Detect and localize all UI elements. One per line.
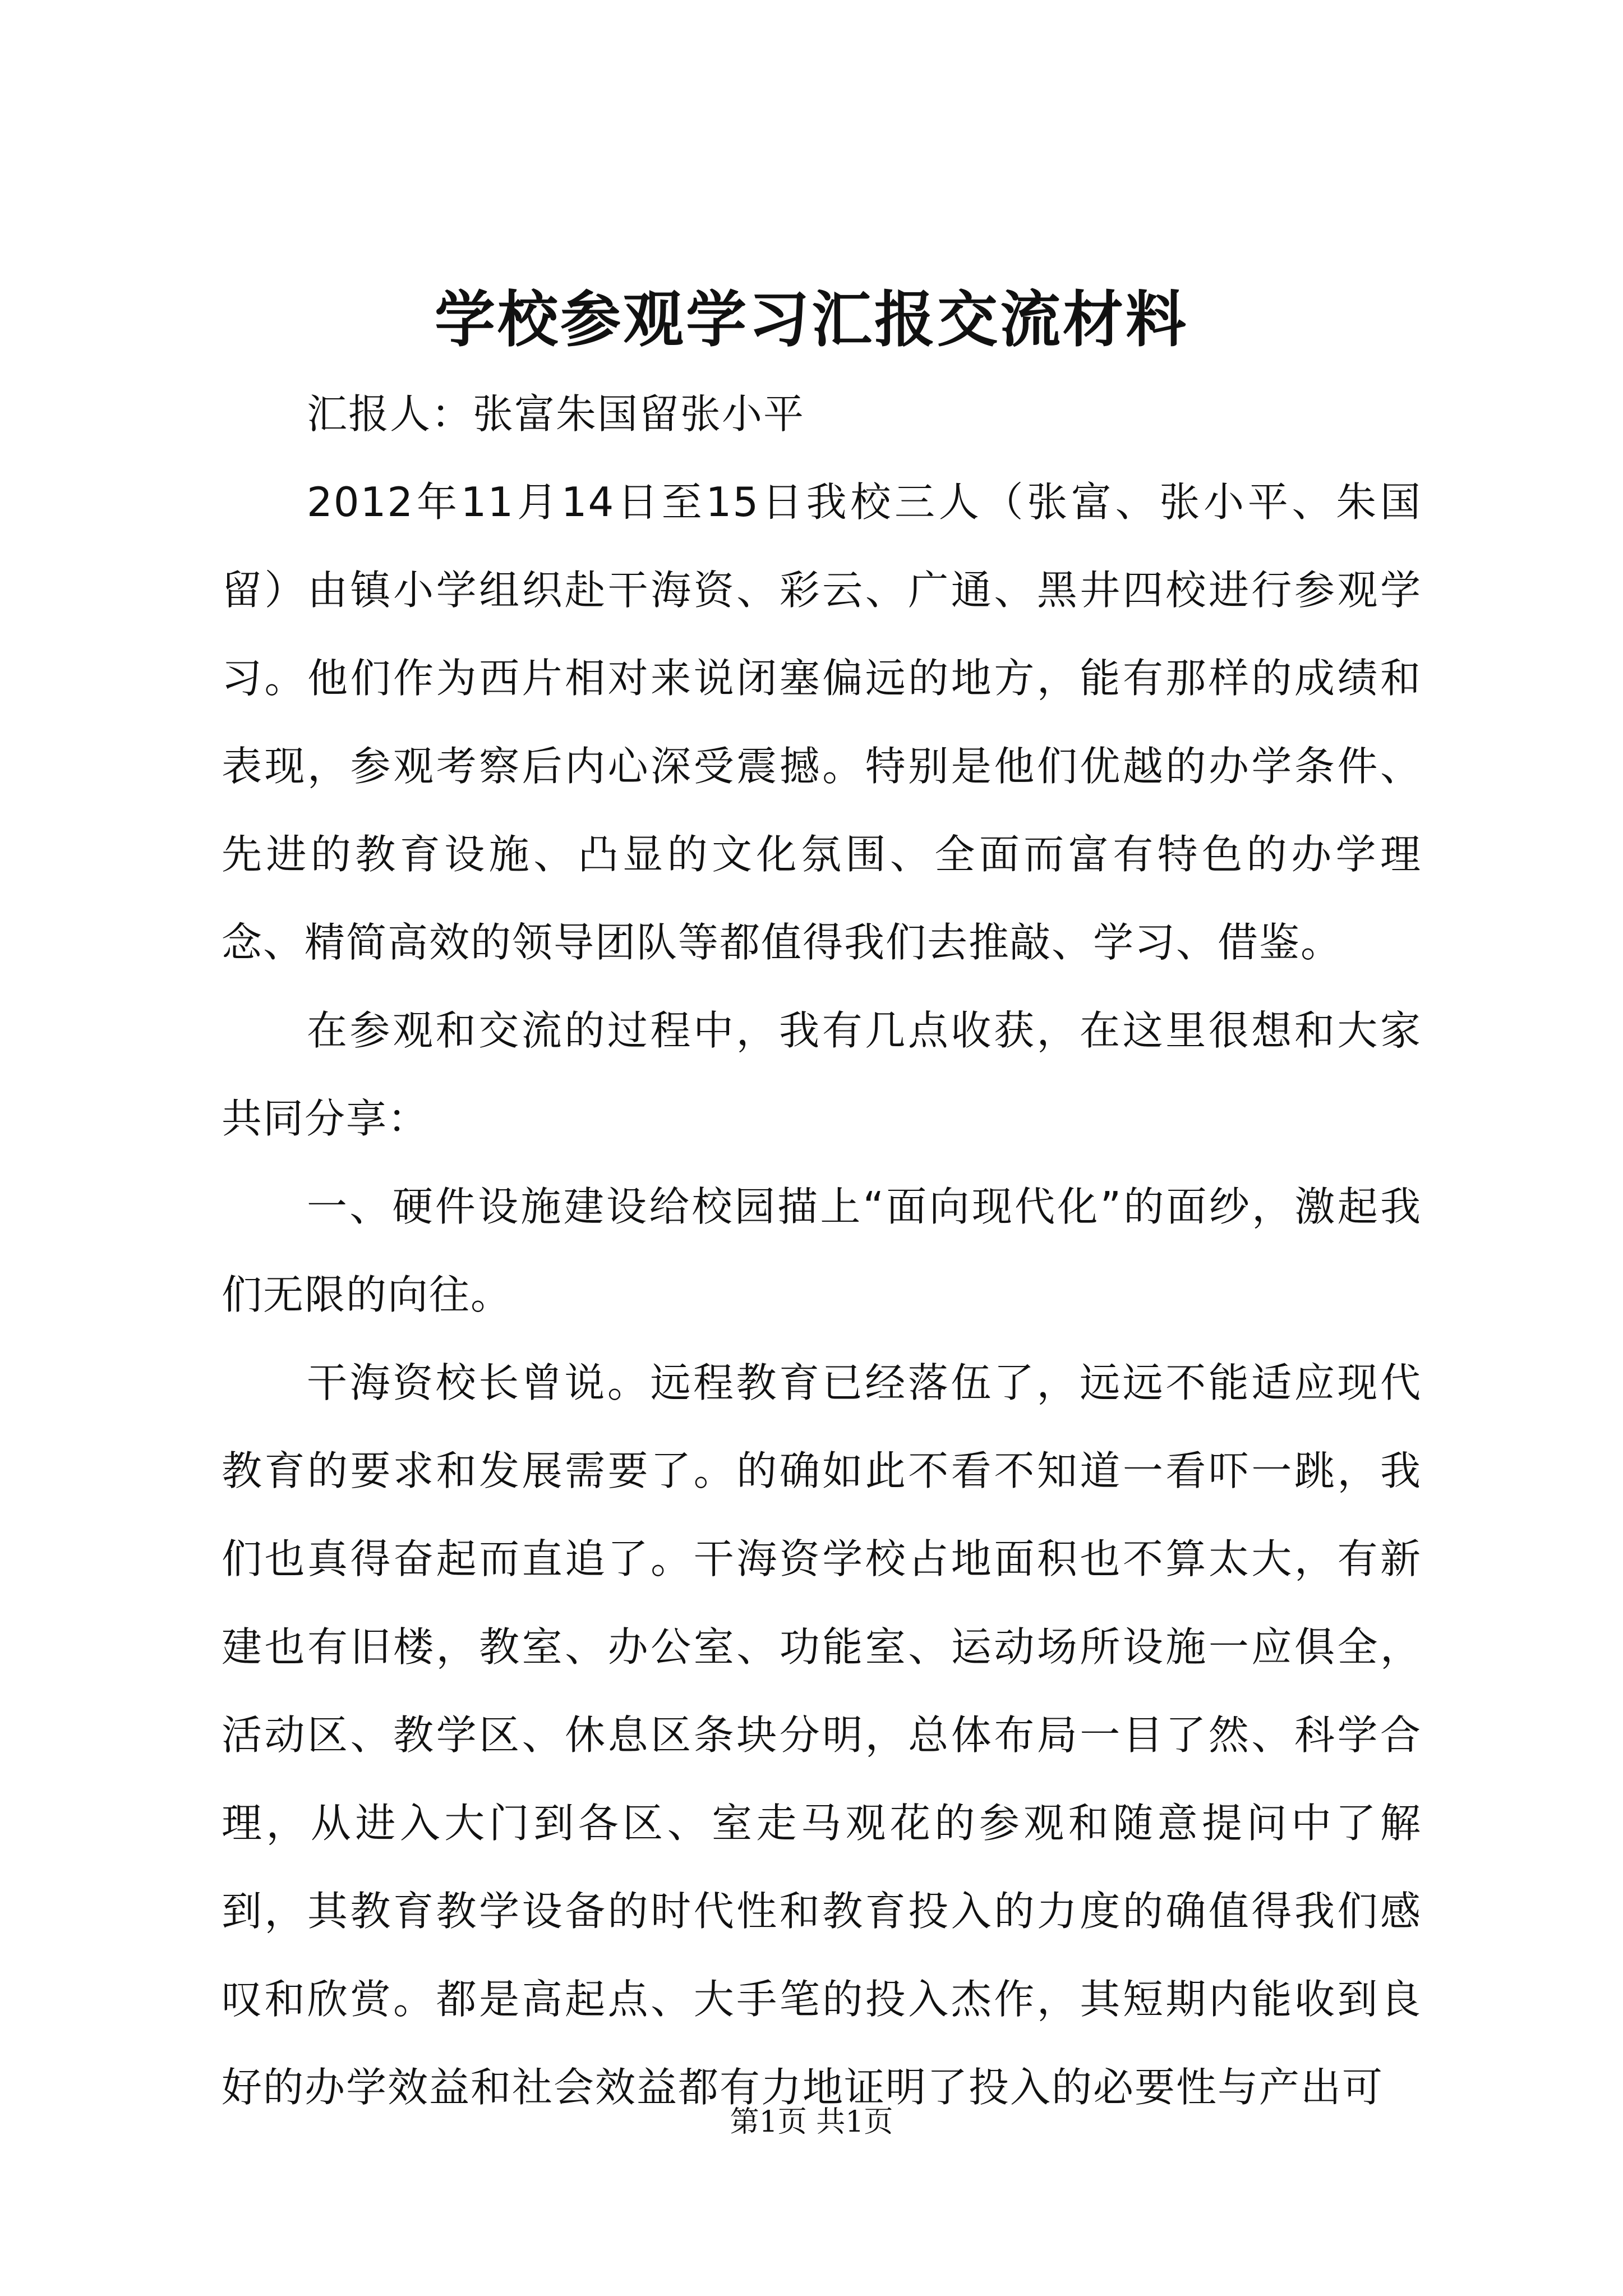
- paragraph-intro: 2012年11月14日至15日我校三人（张富、张小平、朱国留）由镇小学组织赴干海资、彩云、广通、黑井四校进行参观学习。他们作为西片相对来说闭塞偏远的地方，能有那样的成绩和表现，参观考察后内心深受震撼。特别是他们优越的办学条件、先进的教育设施、凸显的文化氛围、全面而富有特色的办学理念、精简高效的领导团队等都值得我们去推敲、学习、借鉴。: [222, 478, 1422, 966]
- section-heading-hardware: 一、硬件设施建设给校园描上“面向现代化”的面纱，激起我们无限的向往。: [222, 1183, 1422, 1318]
- document-title: 学校参观学习汇报交流材料: [434, 284, 1188, 355]
- page-footer: 第1页 共1页: [730, 2105, 893, 2139]
- paragraph-share: 在参观和交流的过程中，我有几点收获，在这里很想和大家共同分享：: [222, 1007, 1422, 1142]
- reporter-line: 汇报人：张富朱国留张小平: [307, 390, 805, 438]
- paragraph-ganhaizi: 干海资校长曾说。远程教育已经落伍了，远远不能适应现代教育的要求和发展需要了。的确如此不看不知道一看吓一跳，我们也真得奋起而直追了。干海资学校占地面积也不算太大，有新建也有旧楼，教室、办公室、功能室、运动场所设施一应俱全，活动区、教学区、休息区条块分明，总体布局一目了然、科学合理，从进入大门到各区、室走马观花的参观和随意提问中了解到，其教育教学设备的时代性和教育投入的力度的确值得我们感叹和欣赏。都是高起点、大手笔的投入杰作，其短期内能收到良好的办学效益和社会效益都有力地证明了投入的必要性与产出可: [222, 1359, 1422, 2111]
- document-body: [222, 370, 1422, 2132]
